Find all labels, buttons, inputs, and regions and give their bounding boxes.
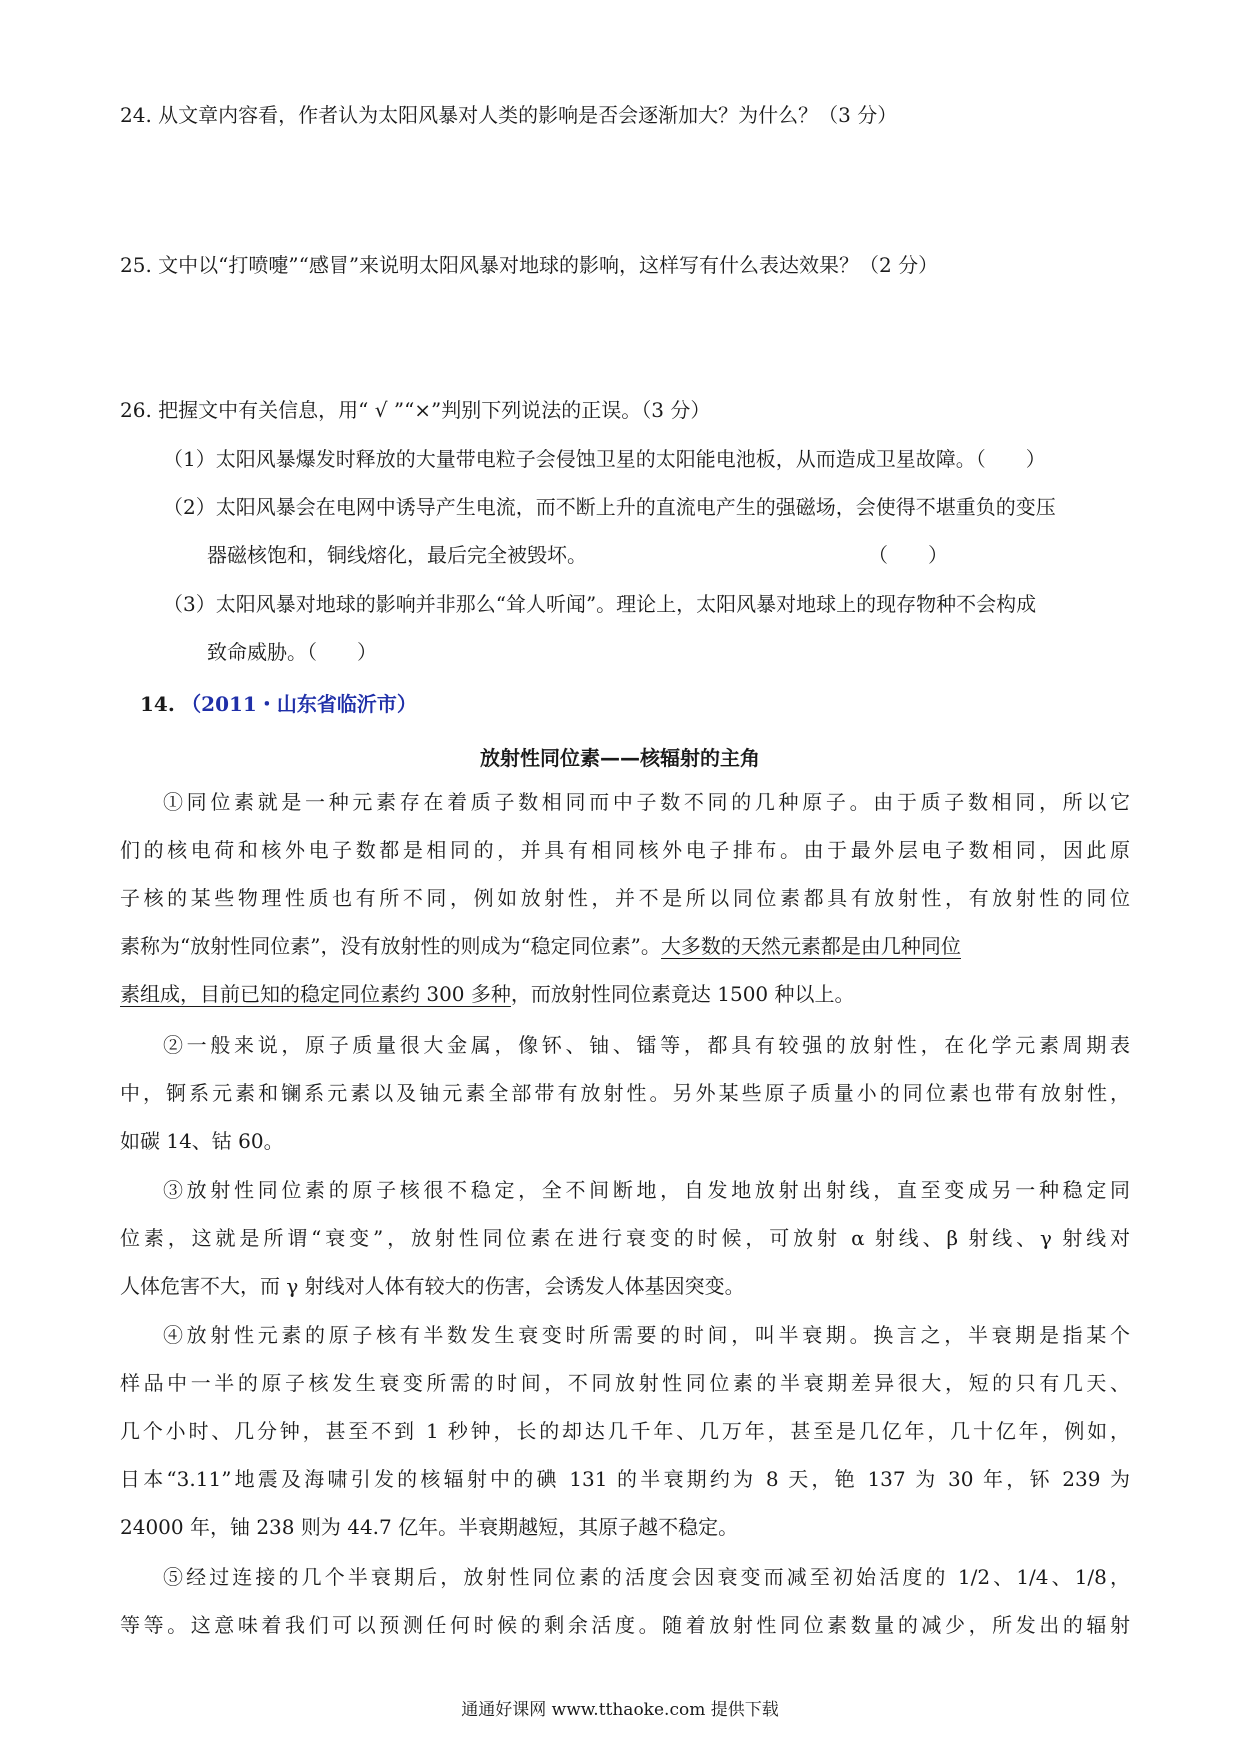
paragraph-1-line-2: 们的核电荷和核外电子数都是相同的，并具有相同核外电子排布。由于最外层电子数相同，因此原 [120,838,1130,862]
paragraph-1-line-1: ①同位素就是一种元素存在着质子数相同而中子数不同的几种原子。由于质子数相同，所以它 [163,790,1130,814]
paragraph-2-line-1: ②一般来说，原子质量很大金属，像钚、铀、镭等，都具有较强的放射性，在化学元素周期表 [163,1033,1130,1057]
paragraph-1-text: 素称为“放射性同位素”，没有放射性的则成为“稳定同位素”。 [120,934,661,958]
question-26: 26. 把握文中有关信息，用“ √ ”“×”判别下列说法的正误。（3 分） [120,398,711,422]
question-24: 24. 从文章内容看，作者认为太阳风暴对人类的影响是否会逐渐加大？为什么？（3 分） [120,103,898,127]
paragraph-1-text-end: ，而放射性同位素竟达 1500 种以上。 [510,982,855,1006]
paragraph-3-line-1: ③放射性同位素的原子核很不稳定，全不间断地，自发地放射出射线，直至变成另一种稳定同 [163,1178,1130,1202]
page-footer: 通通好课网 www.tthaoke.com 提供下载 [461,1700,779,1720]
paragraph-5-line-1: ⑤经过连接的几个半衰期后，放射性同位素的活度会因衰变而减至初始活度的 1/2、1/4、1/8， [163,1565,1130,1589]
statement-3-line-1: （3）太阳风暴对地球的影响并非那么“耸人听闻”。理论上，太阳风暴对地球上的现存物种不会构成 [163,592,1037,616]
underlined-sentence-part-2: 素组成，目前已知的稳定同位素约 300 多种 [120,982,511,1006]
statement-3-line-2: 致命威胁。（ ） [207,640,377,664]
paragraph-3-line-2: 位素，这就是所谓“衰变”，放射性同位素在进行衰变的时候，可放射 α 射线、β 射线、γ 射线对 [120,1226,1130,1250]
paragraph-4-line-4: 日本“3.11”地震及海啸引发的核辐射中的碘 131 的半衰期约为 8 天，铯 137 为 30 年，钚 239 为 [120,1467,1130,1491]
paragraph-4-line-1: ④放射性元素的原子核有半数发生衰变时所需要的时间，叫半衰期。换言之，半衰期是指某个 [163,1323,1130,1347]
question-14-number: 14. [140,692,175,716]
paragraph-1-line-3: 子核的某些物理性质也有所不同，例如放射性，并不是所以同位素都具有放射性，有放射性的同位 [120,886,1130,910]
statement-2-blank: （ ） [868,543,948,567]
paragraph-2-line-2: 中，锕系元素和镧系元素以及铀元素全部带有放射性。另外某些原子质量小的同位素也带有放射性， [120,1081,1130,1105]
paragraph-4-line-2: 样品中一半的原子核发生衰变所需的时间，不同放射性同位素的半衰期差异很大，短的只有几天、 [120,1371,1130,1395]
statement-1: （1）太阳风暴爆发时释放的大量带电粒子会侵蚀卫星的太阳能电池板，从而造成卫星故障。（ ） [163,447,1046,471]
statement-2-line-2: 器磁核饱和，铜线熔化，最后完全被毁坏。 [207,543,587,567]
statement-2-line-1: （2）太阳风暴会在电网中诱导产生电流，而不断上升的直流电产生的强磁场，会使得不堪重负的变压 [163,495,1056,519]
question-14-header [140,692,417,716]
question-14-source: （2011・山东省临沂市） [181,692,417,716]
paragraph-4-line-5: 24000 年，铀 238 则为 44.7 亿年。半衰期越短，其原子越不稳定。 [120,1515,739,1539]
paragraph-5-line-2: 等等。这意味着我们可以预测任何时候的剩余活度。随着放射性同位素数量的减少，所发出的辐射 [120,1613,1130,1637]
paragraph-2-line-3: 如碳 14、钴 60。 [120,1129,284,1153]
paragraph-4-line-3: 几个小时、几分钟，甚至不到 1 秒钟，长的却达几千年、几万年，甚至是几亿年，几十亿年，例如， [120,1419,1130,1443]
underlined-sentence-part-1: 大多数的天然元素都是由几种同位 [660,934,961,958]
paragraph-1-line-4 [120,934,961,958]
paragraph-1-line-5 [120,982,855,1006]
paragraph-3-line-3: 人体危害不大，而 γ 射线对人体有较大的伤害，会诱发人体基因突变。 [120,1274,745,1298]
article-title: 放射性同位素——核辐射的主角 [480,746,760,770]
question-25: 25. 文中以“打喷嚏”“感冒”来说明太阳风暴对地球的影响，这样写有什么表达效果？（2 分） [120,253,939,277]
